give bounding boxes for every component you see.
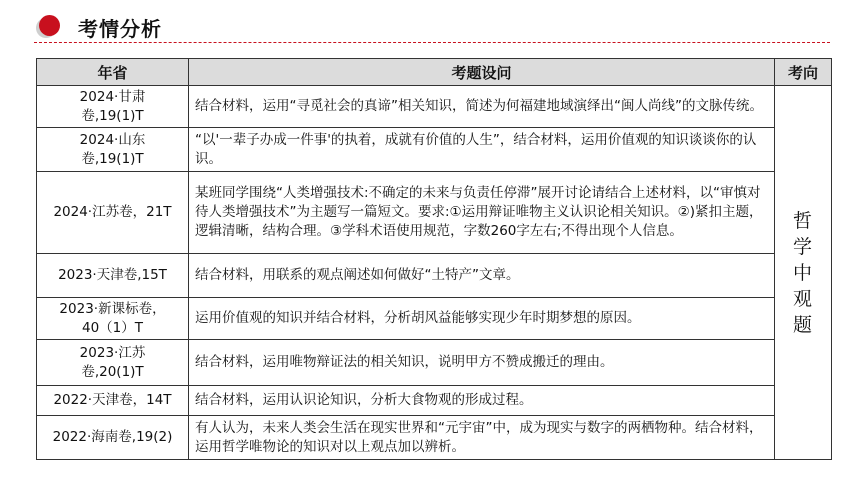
question-cell: 有人认为，未来人类会生活在现实世界和“元宇宙”中，成为现实与数字的两栖物种。结合材料，运用哲学唯物论的知识对以上观点加以辨析。 [189,416,775,460]
question-cell: 某班同学围绕“人类增强技术:不确定的未来与负责任停滞”展开讨论请结合上述材料，以“审慎对待人类增强技术”为主题写一篇短文。要求:①运用辩证唯物主义认识论相关知识。②)紧扣主题，逻辑清晰，结构合理。③学科术语使用规范，字数260字左右;不得出现个人信息。 [189,172,775,254]
question-cell: 结合材料，运用“寻觅社会的真谛”相关知识，简述为何福建地域演绎出“闽人尚线”的文脉传统。 [189,86,775,128]
table-row [37,340,832,386]
year-line: 2024·江苏卷，21T [53,204,172,220]
year-line: 2022·天津卷，14T [53,392,172,408]
year-cell [37,416,189,460]
direction-char: 哲 [792,209,813,232]
year-cell [37,86,189,128]
year-line: 2023·新课标卷， [59,300,166,317]
table-row [37,298,832,340]
page-title: 考情分析 [78,17,162,41]
year-line: 卷,19(1)T [81,107,144,124]
table-row [37,128,832,172]
table-row [37,172,832,254]
table-header-row [37,59,832,86]
year-line: 40（1）T [81,319,143,336]
question-cell: 运用价值观的知识并结合材料，分析胡风益能够实现少年时期梦想的原因。 [189,298,775,340]
question-cell: 结合材料，运用唯物辩证法的相关知识，说明甲方不赞成搬迁的理由。 [189,340,775,386]
red-circle-icon [39,15,60,36]
year-cell [37,340,189,386]
table-row [37,416,832,460]
column-header-year: 年省 [37,59,189,86]
column-header-direction: 考向 [775,59,832,86]
year-line: 卷,20(1)T [81,363,144,380]
table-row [37,86,832,128]
year-line: 2023·天津卷,15T [58,267,167,283]
direction-text [775,208,831,338]
direction-cell [775,86,832,460]
year-line: 2024·山东 [79,131,146,148]
question-cell: “以'一辈子办成一件事'的执着，成就有价值的人生”，结合材料，运用价值观的知识谈谈你的认识。 [189,128,775,172]
table-row [37,254,832,298]
year-cell [37,128,189,172]
dashed-divider [34,42,830,43]
direction-char: 学 [792,235,813,258]
direction-char: 观 [792,287,813,310]
year-line: 卷,19(1)T [81,150,144,167]
table-row [37,386,832,416]
year-cell [37,254,189,298]
slide-header [0,0,860,48]
column-header-question: 考题设问 [189,59,775,86]
direction-char: 题 [792,313,813,336]
year-line: 2023·江苏 [79,344,146,361]
question-cell: 结合材料，用联系的观点阐述如何做好“土特产”文章。 [189,254,775,298]
year-cell [37,386,189,416]
year-cell [37,298,189,340]
question-cell: 结合材料，运用认识论知识，分析大食物观的形成过程。 [189,386,775,416]
year-line: 2024·甘肃 [79,88,146,105]
direction-char: 中 [792,261,813,284]
year-line: 2022·海南卷,19(2) [52,429,173,445]
exam-analysis-table [36,58,832,460]
year-cell [37,172,189,254]
